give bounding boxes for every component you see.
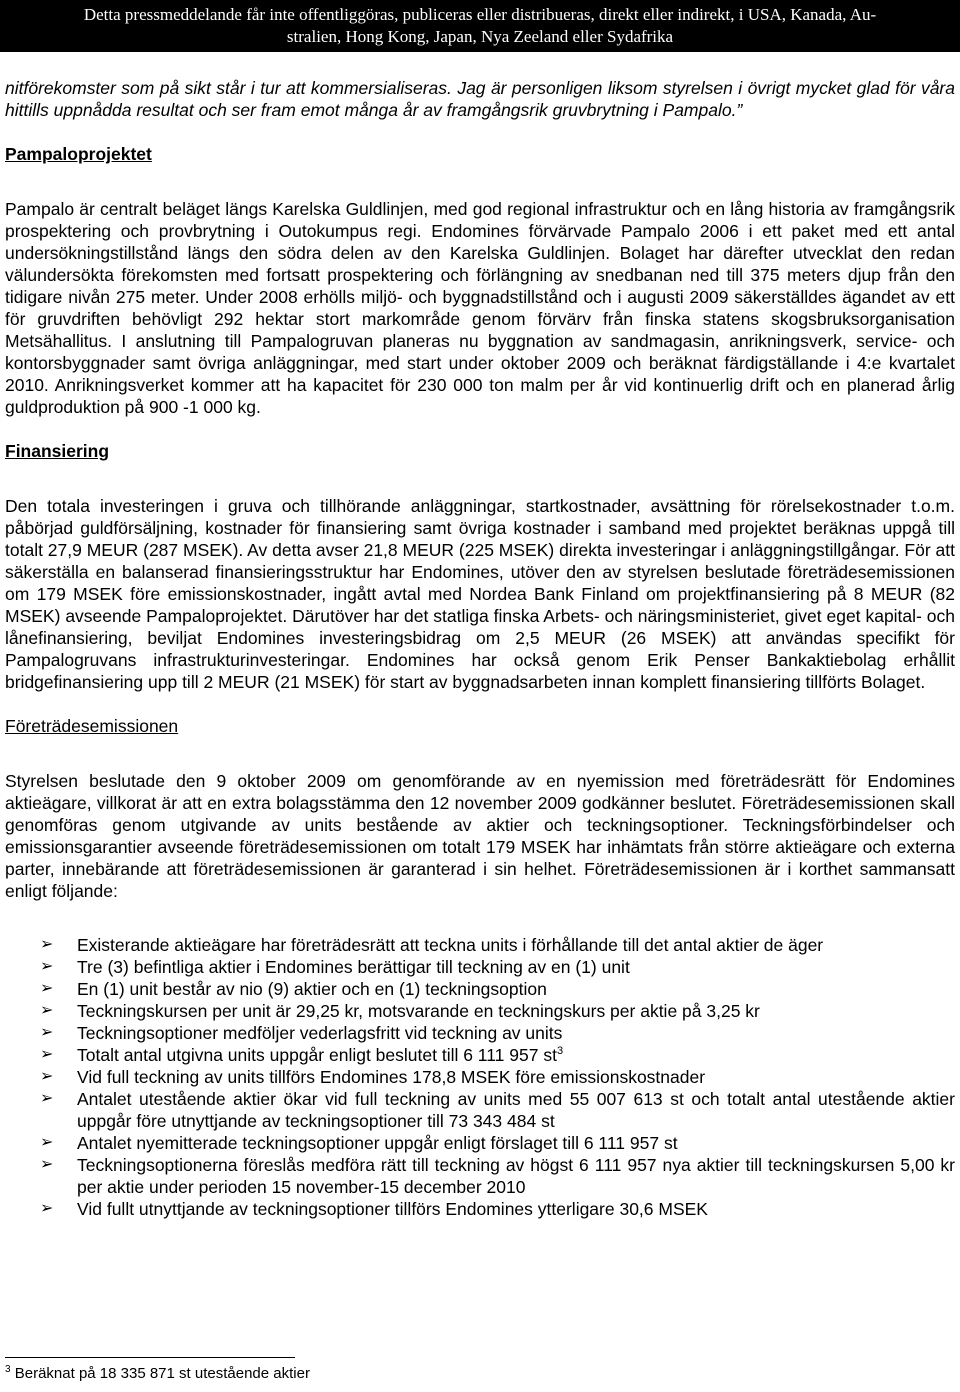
emission-terms-list — [40, 934, 955, 1220]
footnote — [5, 1364, 310, 1384]
intro-quote-paragraph: nitförekomster som på sikt står i tur att kommersialiseras. Jag är personligen liksom styrelsen i övrigt mycket glad för våra hittills uppnådda resultat och ser fram emot många år av framgångsrik gruvbrytning i Pampalo.” — [5, 78, 955, 120]
arrow-bullet-icon: ➢ — [40, 1046, 54, 1063]
footnote-text: Beräknat på 18 335 871 st utestående aktier — [14, 1365, 310, 1382]
list-item: ➢ Teckningsoptioner medföljer vederlagsfritt vid teckning av units — [40, 1023, 563, 1043]
banner-line-2: stralien, Hong Kong, Japan, Nya Zeeland eller Sydafrika — [286, 27, 674, 46]
arrow-bullet-icon: ➢ — [40, 1156, 54, 1173]
heading-pampaloprojektet: Pampaloprojektet — [5, 144, 152, 164]
list-item: ➢ Vid fullt utnyttjande av teckningsoptioner tillförs Endomines ytterligare 30,6 MSEK — [40, 1199, 708, 1219]
arrow-bullet-icon: ➢ — [40, 1090, 54, 1107]
footnote-divider — [5, 1357, 295, 1358]
list-item: ➢ Antalet utestående aktier ökar vid full teckning av units med 55 007 613 st och totalt antal utestående aktier uppgår före utnyttjande av teckningsoptioner till 73 343 484 st — [40, 1089, 955, 1131]
arrow-bullet-icon: ➢ — [40, 980, 54, 997]
arrow-bullet-icon: ➢ — [40, 1002, 54, 1019]
paragraph-foretradesemissionen: Styrelsen beslutade den 9 oktober 2009 om genomförande av en nyemission med företrädesrätt för Endomines aktieägare, villkorat är att en extra bolagsstämma den 12 november 2009 godkänner beslutet. Företrädesemissionen skall genomföras genom utgivande av units bestående av aktier och teckningsoptioner. Teckningsförbindelser och emissionsgarantier avseende företrädesemissionen om totalt 179 MSEK har inhämtats från större aktieägare och externa parter, innebärande att företrädesemissionen är garanterad i sin helhet. Företrädesemissionen är i korthet sammansatt enligt följande: — [5, 771, 955, 901]
distribution-restriction-banner — [0, 0, 960, 52]
paragraph-finansiering: Den totala investeringen i gruva och tillhörande anläggningar, startkostnader, avsättning för rörelsekostnader t.o.m. påbörjad guldförsäljning, kostnader för finansiering samt övriga kostnader i samband med projektet beräknas uppgå till totalt 27,9 MEUR (287 MSEK). Av detta avser 21,8 MEUR (225 MSEK) direkta investeringar i anläggningstillgångar. För att säkerställa en balanserad finansieringsstruktur har Endomines, utöver den av styrelsen beslutade företrädesemissionen om 179 MSEK före emissionskostnader, ingått avtal med Nordea Bank Finland om projektfinansiering på 8 MEUR (82 MSEK) avseende Pampaloprojektet. Därutöver har det statliga finska Arbets- och näringsministeriet, givet eget kapital- och lånefinansiering, beviljat Endomines investeringsbidrag om 2,5 MEUR (26 MSEK) att användas specifikt för Pampalogruvans infrastrukturinvesteringar. Endomines har också genom Erik Penser Bankaktiebolag erhållit bridgefinansiering upp till 2 MEUR (21 MSEK) för start av byggnadsarbeten innan komplett finansiering tillförts Bolaget. — [5, 496, 955, 692]
arrow-bullet-icon: ➢ — [40, 936, 54, 953]
arrow-bullet-icon: ➢ — [40, 1134, 54, 1151]
heading-finansiering: Finansiering — [5, 441, 110, 461]
arrow-bullet-icon: ➢ — [40, 1068, 54, 1085]
list-item: ➢ Tre (3) befintliga aktier i Endomines berättigar till teckning av en (1) unit — [40, 957, 630, 977]
heading-foretradesemissionen: Företrädesemissionen — [5, 716, 179, 736]
footnote-number: 3 — [5, 1364, 11, 1375]
arrow-bullet-icon: ➢ — [40, 1024, 54, 1041]
arrow-bullet-icon: ➢ — [40, 958, 54, 975]
list-item: ➢ Vid full teckning av units tillförs Endomines 178,8 MSEK före emissionskostnader — [40, 1067, 706, 1087]
banner-line-1: Detta pressmeddelande får inte offentliggöras, publiceras eller distribueras, direkt eller indirekt, i USA, Kanada, Au- — [83, 5, 877, 24]
list-item: ➢ Totalt antal utgivna units uppgår enligt beslutet till 6 111 957 $st^3$ — [40, 1045, 564, 1065]
paragraph-pampaloprojektet: Pampalo är centralt beläget längs Karelska Guldlinjen, med god regional infrastruktur och en lång historia av framgångsrik prospektering och provbrytning i Outokumpus regi. Endomines förvärvade Pampalo 2006 i ett paket med ett antal undersökningstillstånd längs den södra delen av den Karelska Guldlinjen. Bolaget har därefter utvecklat den redan välundersökta förekomsten med fortsatt prospektering och förlängning av snedbanan ned till 375 meters djup från den tidigare nivån 275 meter. Under 2008 erhölls miljö- och byggnadstillstånd och i augusti 2009 säkerställdes ägandet av ett för gruvdriften behövligt 292 hektar stort markområde genom förvärv från finska statens skogsbruksorganisation Metsähallitus. I anslutning till Pampalogruvan planeras nu byggnation av sandmagasin, anrikningsverk, service- och kontorsbyggnader samt övriga anläggningar, med start under oktober 2009 och beräknat färdigställande i 4:e kvartalet 2010. Anrikningsverket kommer att ha kapacitet för 230 000 ton malm per år vid kontinuerlig drift och en planerad årlig guldproduktion på 900 -1 000 kg. — [5, 199, 955, 417]
list-item: ➢ En (1) unit består av nio (9) aktier och en (1) teckningsoption — [40, 979, 547, 999]
list-item: ➢ Antalet nyemitterade teckningsoptioner uppgår enligt förslaget till 6 111 957 st — [40, 1133, 678, 1153]
arrow-bullet-icon: ➢ — [40, 1200, 54, 1217]
list-item: ➢ Existerande aktieägare har företrädesrätt att teckna units i förhållande till det antal aktier de äger — [40, 935, 824, 955]
document-body — [5, 77, 955, 1220]
list-item: ➢ Teckningskursen per unit är 29,25 kr, motsvarande en teckningskurs per aktie på 3,25 kr — [40, 1001, 760, 1021]
list-item: ➢ Teckningsoptionerna föreslås medföra rätt till teckning av högst 6 111 957 nya aktier till teckningskursen 5,00 kr per aktie under perioden 15 november-15 december 2010 — [40, 1155, 955, 1197]
footnote-reference: 3 — [556, 1045, 564, 1058]
